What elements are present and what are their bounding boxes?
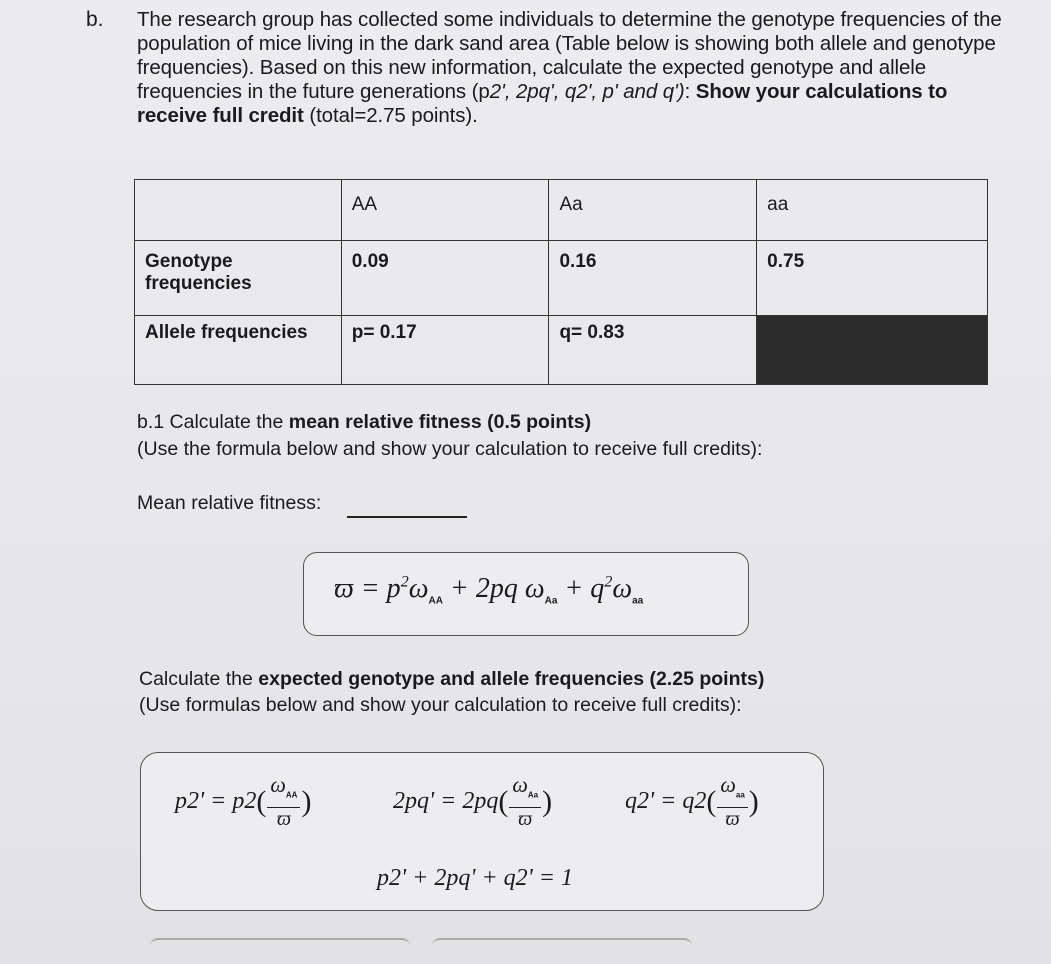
formula-sub: aa [632,595,644,607]
table-row [135,241,988,316]
table-cell: 0.09 [341,241,549,316]
formula-lhs: q2' = q2 [625,788,707,815]
question-vars: 2', 2pq', q2', p' and q') [489,80,685,103]
table-cell: 0.16 [549,241,757,316]
formula-lhs: p2' = p2 [175,788,257,815]
table-header-row [135,180,988,241]
expected-formulas-box [140,752,824,911]
paren-open: ( [498,784,509,818]
formula-sup: 2 [604,573,613,591]
sum-equation: p2' + 2pq' + q2' = 1 [377,865,573,891]
table-cell: p= 0.17 [341,316,549,385]
question-bold-instruction: Show your calculations to receive full credit [137,80,948,127]
formula-omega: ω [612,573,633,604]
table-cell: 0.75 [757,241,988,316]
omega: ω [512,772,528,797]
formula-q2 [625,773,759,830]
formula-term: = p [353,573,401,604]
formula-lhs: 2pq' = 2pq [393,788,499,815]
calc2-prefix: Calculate the [139,668,259,690]
shaded-cell [757,316,988,385]
table-header-cell: AA [341,180,549,241]
next-box-edge [150,938,410,960]
table-header-cell: aa [757,180,988,241]
next-box-edge [432,938,692,960]
table-row [135,316,988,385]
b1-prefix: b.1 Calculate the [137,411,289,433]
calc2-bold: expected genotype and allele frequencies (2.25 points) [258,668,765,690]
paren-open: ( [706,784,717,818]
table-cell: q= 0.83 [549,316,757,385]
paren-close: ) [542,784,553,818]
fraction [267,773,300,830]
answer-blank[interactable] [347,516,467,518]
question-total: (total=2.75 points). [303,104,478,127]
b1-line2: (Use the formula below and show your calculation to receive full credits): [137,438,763,460]
calc2-line1 [139,666,939,692]
mean-relative-fitness-label: Mean relative fitness: [137,492,322,514]
question-colon: : [684,80,696,103]
omega: ω [270,772,286,797]
mean-fitness-formula [334,573,643,607]
mean-fitness-formula-box [303,552,749,636]
formula-term: + q [557,573,605,604]
formula-term: + 2pq [442,573,525,604]
paren-open: ( [256,784,267,818]
fraction-numerator [717,773,747,808]
calc2-line2: (Use formulas below and show your calculation to receive full credits): [139,694,742,716]
row-label: Genotype frequencies [135,241,342,316]
paren-close: ) [301,784,312,818]
omega: ω [720,772,736,797]
frequency-table [134,179,988,385]
table-header-cell [135,180,342,241]
omega-sub: aa [735,790,745,800]
omega-sub: AA [285,790,298,800]
omega-sub: Aa [527,790,539,800]
b1-bold: mean relative fitness (0.5 points) [288,411,592,433]
fraction-numerator [267,773,300,808]
fraction [509,773,541,830]
fraction [717,773,747,830]
formula-symbol: ϖ [334,573,354,604]
formula-omega: ω [408,573,429,604]
table-header-cell: Aa [549,180,757,241]
paren-close: ) [748,784,759,818]
section-b1 [137,409,937,463]
fraction-denominator: ϖ [725,808,740,831]
row-label: Allele frequencies [135,316,342,385]
formula-omega: ω [524,573,545,604]
fraction-denominator: ϖ [276,808,291,831]
formula-p2 [175,773,311,830]
formula-sub: Aa [544,595,558,607]
formula-sup: 2 [400,573,409,591]
question-intro: The research group has collected some individuals to determine the genotype frequencies of the population of mice living in the dark sand area (Table below is showing both allele and genotype frequencies). Based on this new information, calculate the expected genotype and allele frequencies in the future generations (p [137,8,1002,103]
question-text [137,8,1017,128]
section-expected [139,666,939,718]
fraction-denominator: ϖ [518,808,533,831]
b1-line1 [137,409,937,436]
question-marker: b. [86,8,104,31]
fraction-numerator [509,773,541,808]
formula-2pq [393,773,552,830]
formula-sub: AA [428,595,443,607]
